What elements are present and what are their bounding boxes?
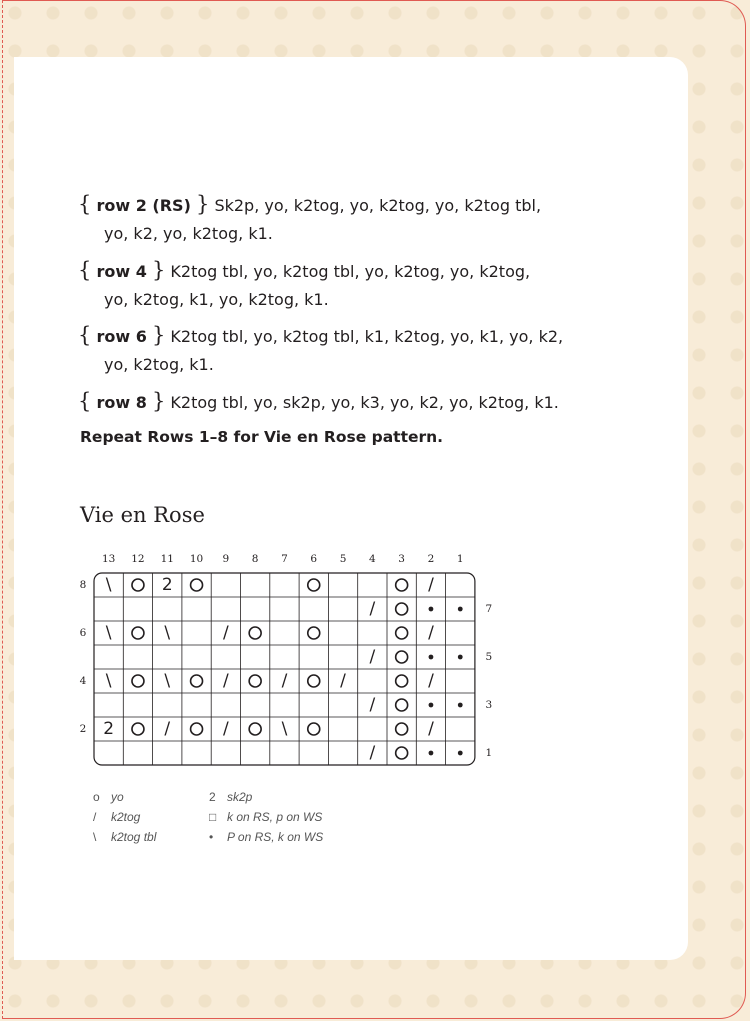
k2tog-tbl-symbol-icon: \: [93, 830, 97, 844]
sk2p-symbol: 2: [103, 719, 115, 739]
k2tog-symbol: /: [428, 719, 434, 739]
k2tog-tbl-symbol: \: [105, 623, 112, 643]
k2tog-symbol: /: [340, 671, 346, 691]
row-number: 1: [485, 747, 493, 759]
sk2p-symbol: 2: [161, 575, 173, 595]
yo-symbol-icon: o: [93, 790, 100, 804]
yo-symbol: [308, 627, 320, 639]
k2tog-tbl-symbol: \: [164, 671, 171, 691]
row-number: 4: [79, 675, 87, 687]
sk2p-symbol-icon: 2: [209, 790, 216, 804]
row-number: 5: [485, 651, 493, 663]
k2tog-tbl-symbol: \: [164, 623, 171, 643]
column-number: 4: [369, 553, 376, 565]
yo-symbol: [249, 723, 261, 735]
yo-symbol: [396, 627, 408, 639]
k2tog-symbol: /: [222, 671, 229, 691]
yo-symbol: [249, 627, 261, 639]
purl-dot-symbol: [429, 751, 434, 756]
column-number: 8: [251, 553, 259, 565]
brace-open: {: [78, 258, 92, 282]
legend-yo: o yo: [93, 790, 124, 804]
yo-symbol: [191, 723, 203, 735]
k2tog-symbol-icon: /: [93, 810, 97, 824]
column-number: 1: [456, 553, 464, 565]
column-number: 10: [189, 553, 204, 565]
yo-symbol: [396, 699, 408, 711]
legend-purl: • P on RS, k on WS: [209, 830, 324, 844]
row-8-instruction: [78, 387, 559, 417]
purl-dot-symbol: [429, 703, 434, 708]
k2tog-symbol: /: [369, 695, 376, 715]
row-number: 2: [79, 723, 87, 735]
row-label: row 6: [96, 327, 147, 346]
column-number: 11: [160, 553, 174, 565]
row-2-instruction: [78, 190, 541, 248]
k2tog-symbol: /: [281, 671, 288, 691]
instruction-text: K2tog tbl, yo, k2tog tbl, k1, k2tog, yo, k1, yo, k2,: [170, 327, 564, 346]
row-4-instruction: [78, 256, 530, 314]
column-number: 6: [310, 553, 318, 565]
knit-symbol-icon: □: [209, 810, 217, 824]
column-number: 5: [339, 553, 347, 565]
purl-dot-symbol: [429, 655, 434, 660]
yo-symbol: [396, 675, 408, 687]
purl-dot-symbol: [458, 655, 463, 660]
column-number: 3: [398, 553, 405, 565]
purl-symbol-icon: •: [209, 830, 214, 844]
k2tog-symbol: /: [428, 575, 434, 595]
brace-open: {: [78, 323, 92, 347]
column-number: 12: [131, 553, 145, 565]
instruction-text-cont: yo, k2tog, k1.: [104, 355, 214, 374]
purl-dot-symbol: [458, 703, 463, 708]
chart-title: Vie en Rose: [80, 503, 205, 527]
yo-symbol: [396, 579, 408, 591]
yo-symbol: [308, 675, 320, 687]
yo-symbol: [249, 675, 261, 687]
instruction-text: K2tog tbl, yo, sk2p, yo, k3, yo, k2, yo, k2tog, k1.: [170, 393, 559, 412]
instruction-text-cont: yo, k2tog, k1, yo, k2tog, k1.: [104, 290, 329, 309]
k2tog-tbl-symbol: \: [105, 671, 112, 691]
repeat-note: Repeat Rows 1–8 for Vie en Rose pattern.: [80, 428, 444, 446]
column-number: 13: [101, 553, 116, 565]
yo-symbol: [308, 579, 320, 591]
row-label: row 4: [96, 262, 147, 281]
yo-symbol: [132, 627, 144, 639]
yo-symbol: [308, 723, 320, 735]
purl-dot-symbol: [429, 607, 434, 612]
legend-k2tog-tbl: \ k2tog tbl: [93, 830, 157, 844]
brace-close: }: [195, 192, 210, 216]
yo-symbol: [191, 579, 203, 591]
yo-symbol: [132, 579, 144, 591]
instruction-text-cont: yo, k2, yo, k2tog, k1.: [104, 224, 273, 243]
k2tog-symbol: /: [164, 719, 171, 739]
k2tog-symbol: /: [428, 671, 434, 691]
k2tog-symbol: /: [369, 647, 376, 667]
legend-knit: □ k on RS, p on WS: [209, 810, 323, 824]
legend-k2tog: / k2tog: [93, 810, 141, 824]
instruction-text: K2tog tbl, yo, k2tog tbl, yo, k2tog, yo, k2tog,: [170, 262, 531, 281]
yo-symbol: [396, 723, 408, 735]
k2tog-tbl-symbol: \: [281, 719, 288, 739]
brace-open: {: [78, 192, 92, 216]
yo-symbol: [396, 747, 408, 759]
yo-symbol: [132, 723, 144, 735]
k2tog-symbol: /: [369, 743, 376, 763]
yo-symbol: [191, 675, 203, 687]
brace-close: }: [151, 258, 166, 282]
row-number: 7: [485, 603, 493, 615]
row-number: 6: [79, 627, 87, 639]
row-label: row 2 (RS): [96, 196, 191, 215]
row-6-instruction: [78, 321, 563, 379]
yo-symbol: [396, 651, 408, 663]
k2tog-symbol: /: [428, 623, 434, 643]
column-number: 7: [281, 553, 288, 565]
brace-close: }: [151, 389, 166, 413]
row-number: 8: [79, 579, 87, 591]
k2tog-symbol: /: [369, 599, 376, 619]
legend-sk2p: 2 sk2p: [209, 790, 253, 804]
yo-symbol: [132, 675, 144, 687]
column-number: 2: [427, 553, 435, 565]
brace-open: {: [78, 389, 92, 413]
k2tog-symbol: /: [222, 623, 229, 643]
brace-close: }: [151, 323, 166, 347]
row-label: row 8: [96, 393, 147, 412]
k2tog-symbol: /: [222, 719, 229, 739]
k2tog-tbl-symbol: \: [105, 575, 112, 595]
yo-symbol: [396, 603, 408, 615]
purl-dot-symbol: [458, 607, 463, 612]
purl-dot-symbol: [458, 751, 463, 756]
column-number: 9: [222, 553, 230, 565]
row-number: 3: [485, 699, 493, 711]
knitting-chart: [70, 545, 510, 770]
instruction-text: Sk2p, yo, k2tog, yo, k2tog, yo, k2tog tbl,: [214, 196, 542, 215]
